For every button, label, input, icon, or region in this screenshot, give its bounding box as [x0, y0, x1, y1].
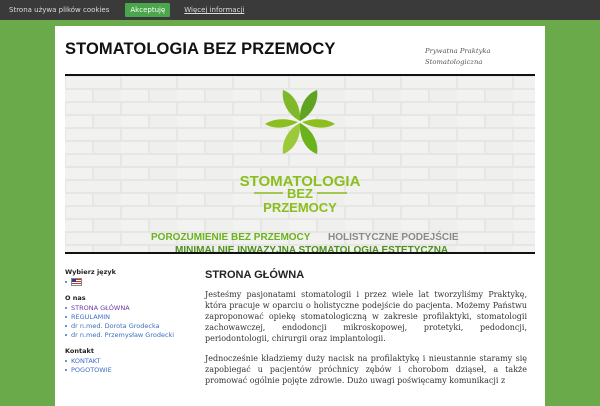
- tagline-holistyczne: HOLISTYCZNE PODEJŚCIE: [328, 232, 459, 243]
- site-description: Prywatna Praktyka Stomatologiczna: [425, 47, 491, 66]
- sidebar: [65, 268, 185, 382]
- sidebar-link-regulamin[interactable]: REGULAMIN: [71, 313, 111, 321]
- about-widget: [65, 294, 185, 339]
- leaf-logo-icon: [265, 90, 335, 154]
- sidebar-link-przemyslaw-grodecki[interactable]: dr n.med. Przemysław Grodecki: [71, 331, 175, 339]
- content-paragraph-2: Jednocześnie kładziemy duży nacisk na profilaktykę i nieustannie staramy się zapobiegać u pacjentów próchnicy zębów i chorobom dziąseł, a także promować ogólnie pojęte zdrowie. Dużo uwagi poświęcamy komunikacji z: [205, 354, 527, 385]
- page-title: STRONA GŁÓWNA: [205, 269, 305, 281]
- language-widget: [65, 268, 185, 286]
- logo-text-line2: BEZ: [287, 186, 313, 201]
- content-paragraph-1: Jesteśmy pasjonatami stomatologii i przez wiele lat tworzyliśmy Praktykę, która pracuje w oparciu o holistyczne podejście do pacjenta. Możemy Państwu zaproponować opiekę stomatologiczną w zakresie profilaktyki, stomatologii zachowawczej, endodoncji mikroskopowej, protetyki, pedodoncji, periodontologii, chirurgii oraz implantologii.: [205, 290, 527, 343]
- language-widget-title: Wybierz język: [65, 268, 116, 276]
- cookie-accept-button[interactable]: Akceptuję: [125, 3, 170, 17]
- sidebar-item-pogotowie[interactable]: [65, 366, 185, 374]
- page-container: [55, 26, 545, 406]
- site-title[interactable]: STOMATOLOGIA BEZ PRZEMOCY: [65, 40, 336, 58]
- logo-graphic: [65, 76, 535, 252]
- cookie-bar: [0, 0, 600, 20]
- sidebar-item-kontakt[interactable]: [65, 357, 185, 365]
- logo-text-line3: PRZEMOCY: [263, 200, 337, 215]
- sidebar-item-dorota-grodecka[interactable]: [65, 322, 185, 330]
- contact-widget: [65, 347, 185, 374]
- sidebar-link-pogotowie[interactable]: POGOTOWIE: [71, 366, 112, 374]
- sidebar-link-kontakt[interactable]: KONTAKT: [71, 357, 101, 365]
- logo-text-line1: STOMATOLOGIA: [239, 173, 361, 190]
- us-flag-icon[interactable]: [71, 278, 82, 286]
- sidebar-item-strona-glowna[interactable]: [65, 304, 185, 312]
- tagline-porozumienie: POROZUMIENIE BEZ PRZEMOCY: [151, 232, 311, 243]
- about-widget-title: O nas: [65, 294, 86, 302]
- header-banner: [65, 76, 535, 252]
- contact-widget-title: Kontakt: [65, 347, 94, 355]
- sidebar-item-regulamin[interactable]: [65, 313, 185, 321]
- sidebar-item-przemyslaw-grodecki[interactable]: [65, 331, 185, 339]
- main-content: [205, 270, 527, 395]
- cookie-text: Strona używa plików cookies: [9, 6, 110, 14]
- language-option[interactable]: [65, 278, 185, 286]
- sidebar-link-strona-glowna[interactable]: STRONA GŁÓWNA: [71, 304, 130, 312]
- header-rule-bottom: [65, 252, 535, 254]
- cookie-more-info-link[interactable]: Więcej informacji: [184, 6, 245, 14]
- tagline-minimalnie: MINIMALNIE INWAZYJNA STOMATOLOGIA ESTETYCZNA: [175, 245, 449, 252]
- sidebar-link-dorota-grodecka[interactable]: dr n.med. Dorota Grodecka: [71, 322, 160, 330]
